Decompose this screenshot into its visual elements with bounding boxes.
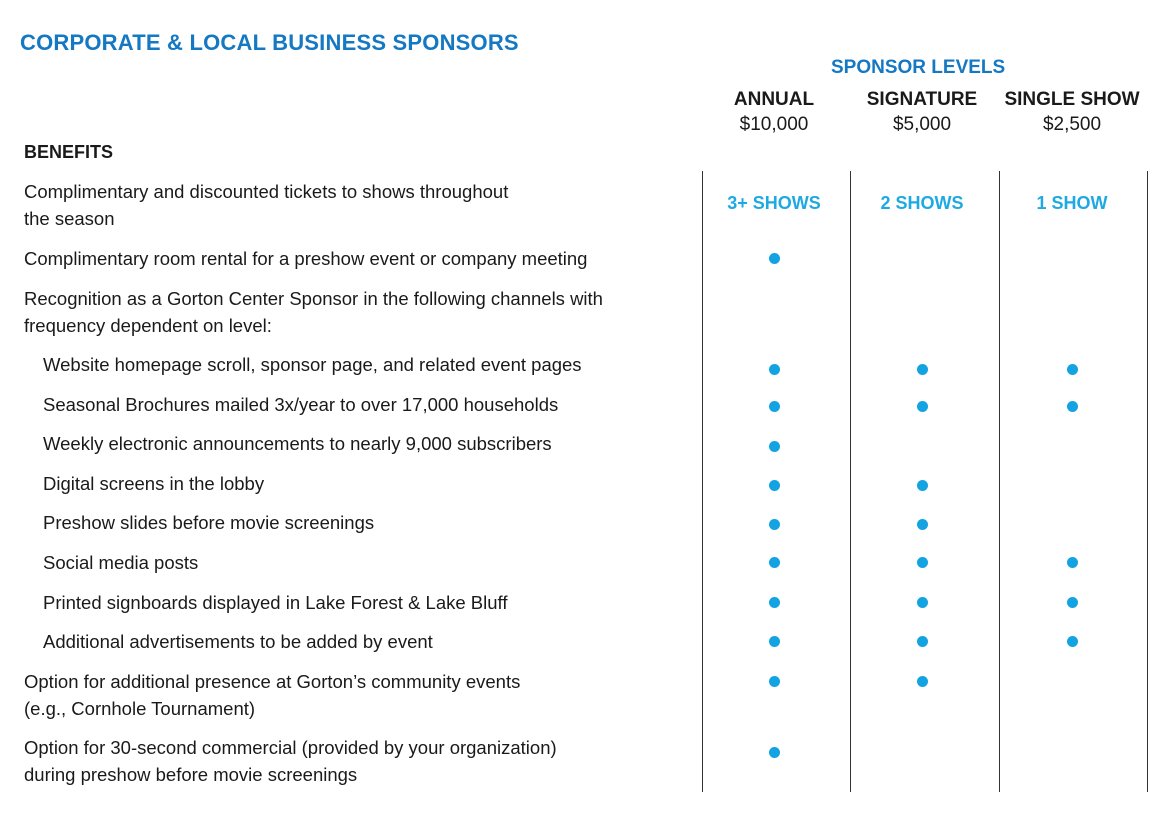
included-dot-signature: [917, 597, 928, 608]
benefit-label-continued: frequency dependent on level:: [24, 315, 272, 336]
benefit-subrow: [43, 430, 683, 457]
included-dot-annual: [769, 253, 780, 264]
page-title: CORPORATE & LOCAL BUSINESS SPONSORS: [20, 30, 519, 55]
benefit-label: Option for 30-second commercial (provided by your organization): [24, 737, 557, 758]
included-dot-single-show: [1067, 557, 1078, 568]
included-dot-signature: [917, 557, 928, 568]
benefit-label: Complimentary and discounted tickets to shows throughout: [24, 181, 509, 202]
included-dot-annual: [769, 480, 780, 491]
single-show-shows-count: 1 SHOW: [1036, 193, 1108, 213]
included-dot-annual: [769, 401, 780, 412]
level-signature-header: [847, 88, 997, 138]
included-dot-signature: [917, 519, 928, 530]
benefit-label: Printed signboards displayed in Lake Forest & Lake Bluff: [43, 592, 508, 613]
level-annual-header: [699, 88, 849, 138]
benefit-subrow: [43, 628, 683, 655]
benefit-row: [24, 178, 704, 232]
level-name: ANNUAL: [733, 89, 815, 110]
benefit-label: Digital screens in the lobby: [43, 473, 265, 494]
benefit-label: Additional advertisements to be added by event: [43, 631, 433, 652]
column-divider: [1147, 171, 1148, 792]
included-dot-annual: [769, 676, 780, 687]
benefit-label: Website homepage scroll, sponsor page, and related event pages: [43, 354, 582, 375]
included-dot-single-show: [1067, 636, 1078, 647]
benefit-row: [24, 285, 704, 339]
benefit-row: [24, 245, 704, 272]
included-dot-signature: [917, 480, 928, 491]
benefit-subrow: [43, 470, 683, 497]
signature-shows-count: 2 SHOWS: [880, 193, 964, 213]
benefit-label: Recognition as a Gorton Center Sponsor in the following channels with: [24, 288, 603, 309]
level-name: SIGNATURE: [866, 89, 978, 110]
benefit-subrow: [43, 509, 683, 536]
included-dot-annual: [769, 747, 780, 758]
included-dot-annual: [769, 636, 780, 647]
benefit-subrow: [43, 391, 683, 418]
included-dot-annual: [769, 597, 780, 608]
level-price: $5,000: [892, 114, 952, 135]
benefit-subrow: [43, 351, 683, 378]
included-dot-single-show: [1067, 597, 1078, 608]
sponsor-levels-heading: SPONSOR LEVELS: [831, 57, 1006, 78]
benefit-subrow: [43, 589, 683, 616]
level-name: SINGLE SHOW: [1004, 89, 1140, 110]
included-dot-annual: [769, 364, 780, 375]
included-dot-signature: [917, 636, 928, 647]
included-dot-annual: [769, 441, 780, 452]
level-single-show-header: [997, 88, 1147, 138]
included-dot-signature: [917, 364, 928, 375]
included-dot-annual: [769, 519, 780, 530]
benefits-heading: BENEFITS: [24, 142, 114, 162]
benefit-label: Seasonal Brochures mailed 3x/year to over 17,000 households: [43, 394, 559, 415]
included-dot-single-show: [1067, 401, 1078, 412]
benefit-label: Preshow slides before movie screenings: [43, 512, 375, 533]
included-dot-signature: [917, 676, 928, 687]
included-dot-signature: [917, 401, 928, 412]
benefit-row: [24, 668, 704, 722]
column-divider: [850, 171, 851, 792]
benefit-label: Weekly electronic announcements to nearly 9,000 subscribers: [43, 433, 552, 454]
benefit-label-continued: the season: [24, 208, 115, 229]
benefit-label: Option for additional presence at Gorton’s community events: [24, 671, 521, 692]
level-price: $2,500: [1042, 114, 1102, 135]
included-dot-single-show: [1067, 364, 1078, 375]
benefit-label: Complimentary room rental for a preshow event or company meeting: [24, 248, 588, 269]
column-divider: [999, 171, 1000, 792]
benefit-label-continued: during preshow before movie screenings: [24, 764, 358, 785]
benefit-row: [24, 734, 704, 788]
benefit-label-continued: (e.g., Cornhole Tournament): [24, 698, 256, 719]
included-dot-annual: [769, 557, 780, 568]
benefit-subrow: [43, 549, 683, 576]
annual-shows-count: 3+ SHOWS: [727, 193, 821, 213]
benefit-label: Social media posts: [43, 552, 199, 573]
level-price: $10,000: [739, 114, 809, 135]
